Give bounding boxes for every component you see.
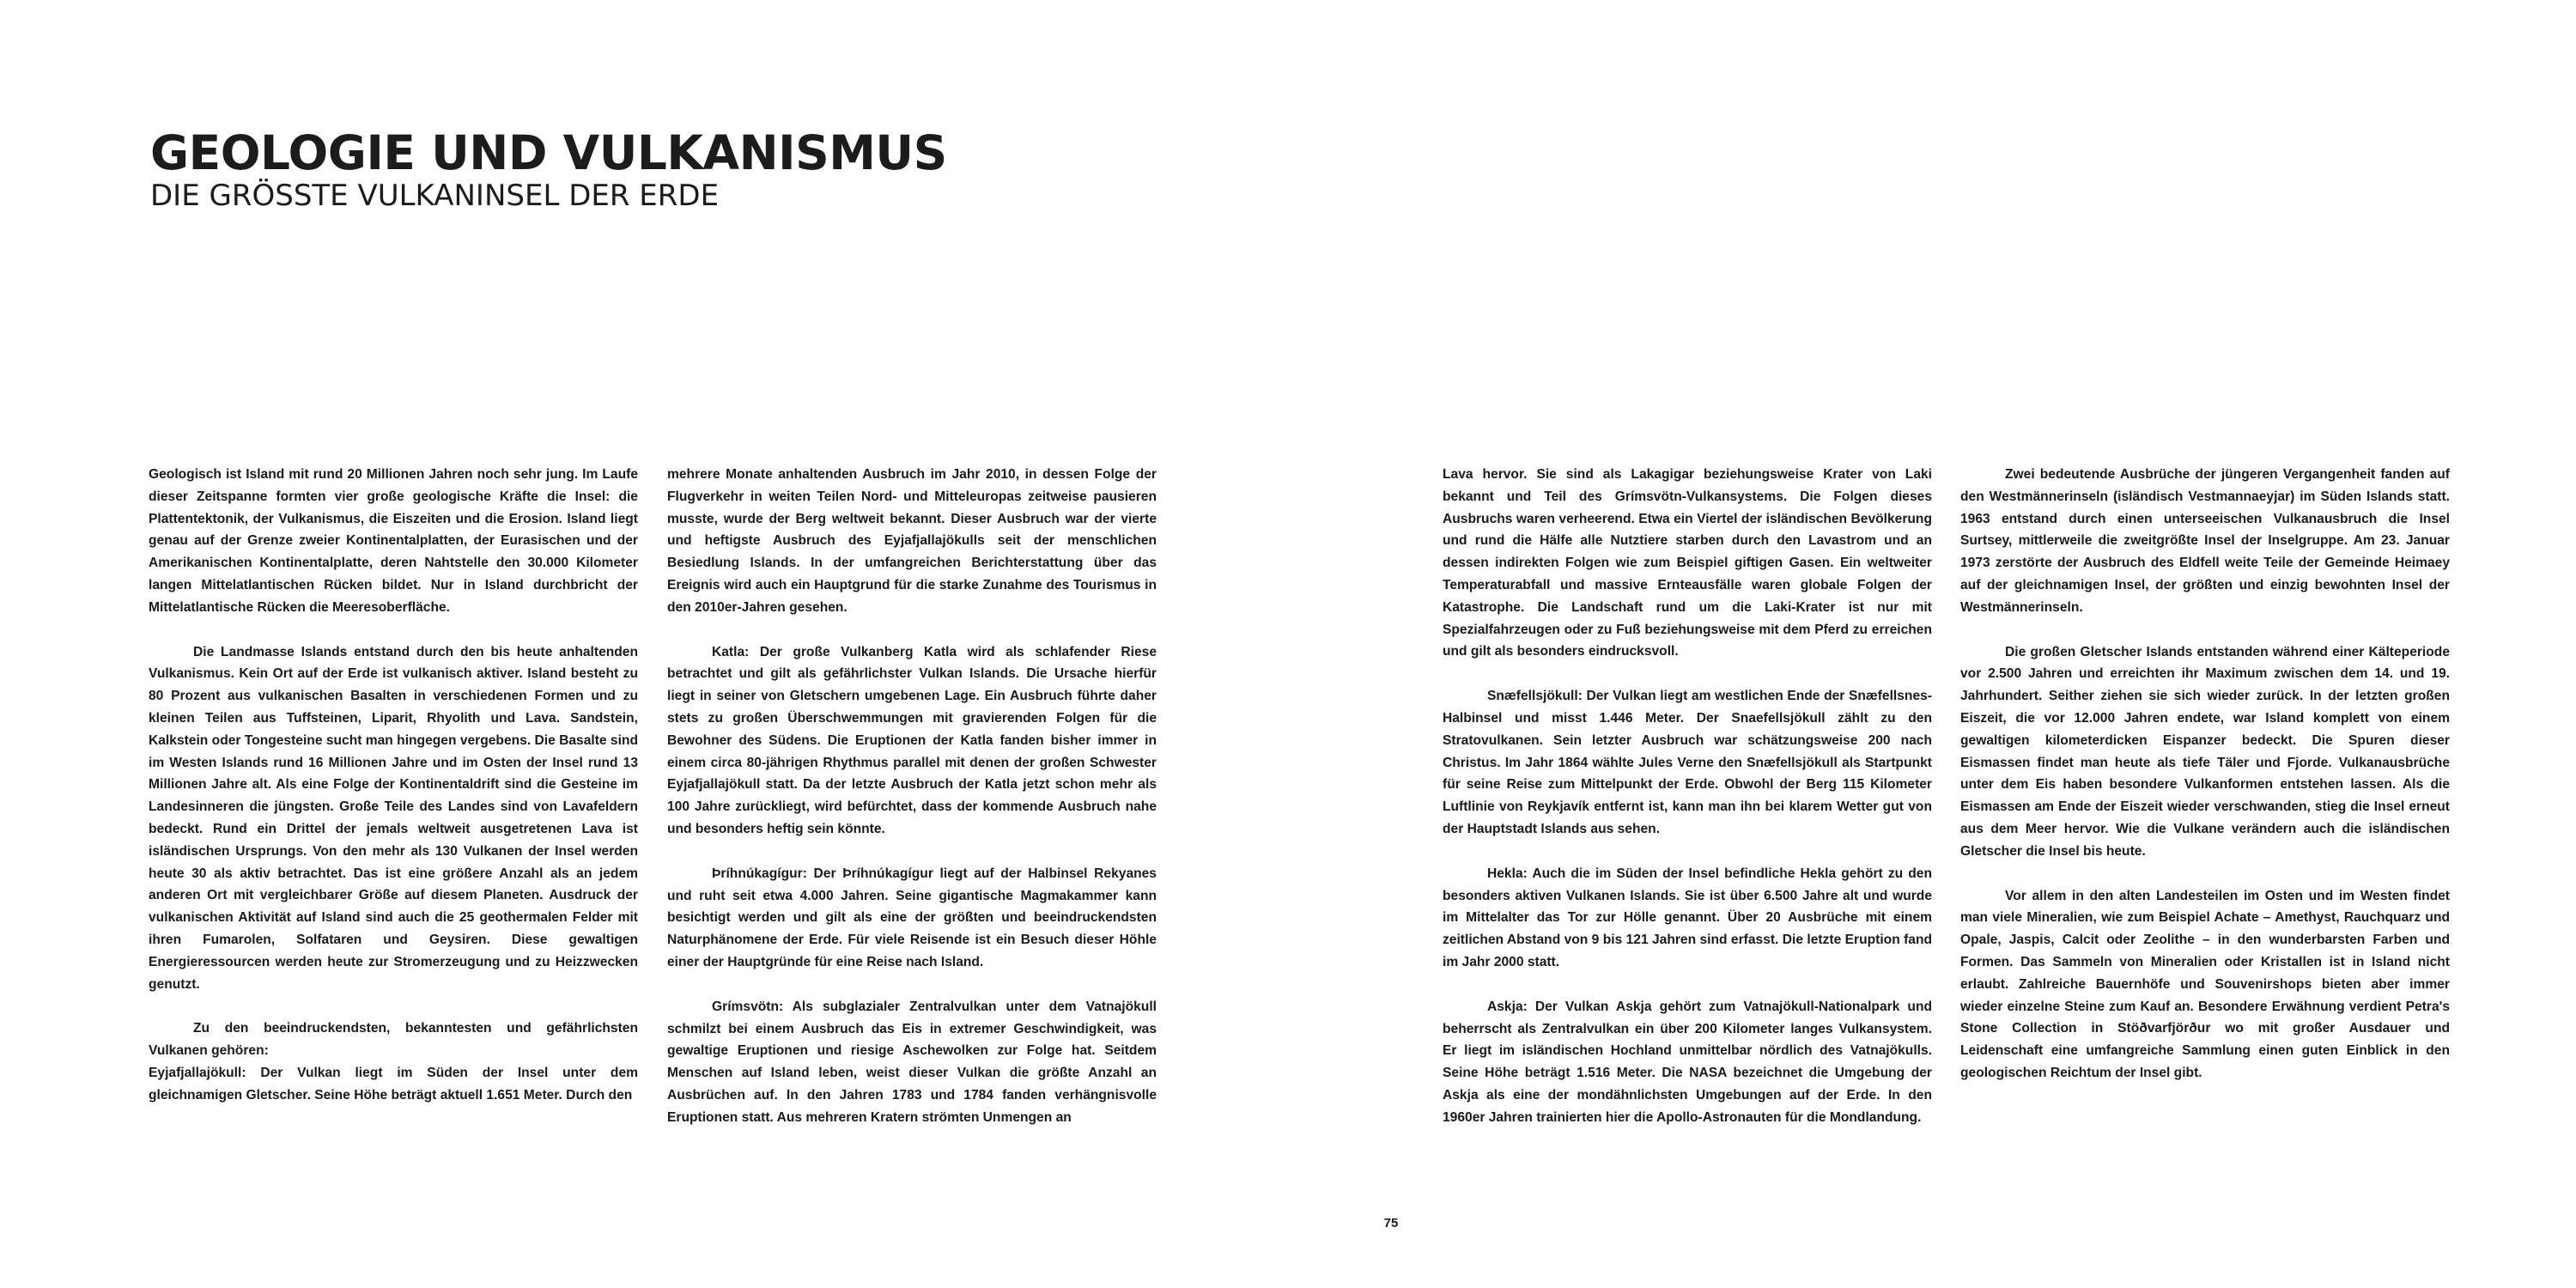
- paragraph-eyjafjallajokull: Eyjafjallajökull: Der Vulkan liegt im Süden der Insel unter dem gleichnamigen Gletscher. Seine Höhe beträgt aktuell 1.651 Meter. Durch den: [149, 1065, 638, 1103]
- paragraph-hekla: Hekla: Auch die im Süden der Insel befindliche Hekla gehört zu den besonders aktiven Vulkanen Islands. Sie ist über 6.500 Jahre alt und wurde im Mittelalter das Tor zur Hölle genannt. Über 20 Ausbrüche mit einem zeitlichen Abstand von 9 bis 121 Jahren sind erfasst. Die letzte Eruption fand im Jahr 2000 statt.: [1443, 866, 1932, 969]
- text-column-4: [1960, 464, 2450, 1107]
- paragraph-minerals: Vor allem in den alten Landesteilen im Osten und im Westen findet man viele Mineralien, wie zum Beispiel Achate – Amethyst, Rauchquarz und Opale, Jaspis, Calcit oder Zeolithe – in den wunderbarsten Farben und Formen. Das Sammeln von Mineralien oder Kristallen ist in Island nicht erlaubt. Zahlreiche Bauernhöfe und Souvenirshops bieten aber immer wieder einzelne Steine zum Kauf an. Besondere Erwähnung verdient Petra's Stone Collection in Stöðvarfjörður wo mit großer Ausdauer und Leidenschaft eine umfangreiche Sammlung einen guten Einblick in den geologischen Reichtum der Insel gibt.: [1960, 888, 2450, 1080]
- paragraph-intro: Geologisch ist Island mit rund 20 Millionen Jahren noch sehr jung. Im Laufe dieser Zeitspanne formten vier große geologische Kräfte die Insel: die Plattentektonik, der Vulkanismus, die Eiszeiten und die Erosion. Island liegt genau auf der Grenze zweier Kontinentalplatten, der Eurasischen und der Amerikanischen Kontinentalplatte, deren Nahtstelle den 30.000 Kilometer langen Mittelatlantischen Rücken bildet. Nur in Island durchbricht der Mittelatlantische Rücken die Meeresoberfläche.: [149, 467, 638, 615]
- paragraph-thrihnukagigur: Þríhnúkagígur: Der Þríhnúkagígur liegt auf der Halbinsel Rekyanes und ruht seit etwa 4.000 Jahren. Seine gigantische Magmakammer kann besichtigt werden und gilt als eine der größten und beeindruckendsten Naturphänomene der Erde. Für viele Reisende ist ein Besuch dieser Höhle einer der Hauptgründe für eine Reise nach Island.: [667, 866, 1157, 969]
- paragraph-eyjafjallajokull-cont: mehrere Monate anhaltenden Ausbruch im Jahr 2010, in dessen Folge der Flugverkehr in weiten Teilen Nord- und Mitteleuropas zeitweise pausieren musste, wurde der Berg weltweit bekannt. Dieser Ausbruch war der vierte und heftigste Ausbruch des Eyjafjallajökulls seit der menschlichen Besiedlung Islands. In der umfangreichen Berichterstattung über das Ereignis wird auch ein Hauptgrund für die starke Zunahme des Tourismus in den 2010er-Jahren gesehen.: [667, 467, 1157, 615]
- paragraph-katla: Katla: Der große Vulkanberg Katla wird als schlafender Riese betrachtet und gilt als gefährlichster Vulkan Islands. Die Ursache hierfür liegt in seiner von Gletschern umgebenen Lage. Ein Ausbruch führte daher stets zu großen Überschwemmungen mit gravierenden Folgen für die Bewohner des Südens. Die Eruptionen der Katla fanden bisher immer in einem circa 80-jährigen Rhythmus parallel mit denen der großen Schwester Eyjafjallajökull statt. Da der letzte Ausbruch der Katla jetzt schon mehr als 100 Jahre zurückliegt, wird befürchtet, dass der kommende Ausbruch nahe und besonders heftig sein könnte.: [667, 644, 1157, 836]
- paragraph-glaciers: Die großen Gletscher Islands entstanden während einer Kälteperiode vor 2.500 Jahren und erreichten ihr Maximum zwischen dem 14. und 19. Jahrhundert. Seither ziehen sie sich wieder zurück. In der letzten großen Eiszeit, die vor 12.000 Jahren endete, war Island komplett von einem gewaltigen kilometerdicken Eispanzer bedeckt. Die Spuren dieser Eismassen findet man heute als tiefe Täler und Fjorde. Vulkanausbrüche unter dem Eis haben besondere Vulkanformen entstehen lassen. Als die Eismassen am Ende der Eiszeit wieder verschwanden, stieg die Insel erneut aus dem Meer hervor. Wie die Vulkane verändern auch die isländischen Gletscher die Insel bis heute.: [1960, 644, 2450, 859]
- chapter-subtitle: DIE GRÖSSTE VULKANINSEL DER ERDE: [150, 178, 720, 213]
- paragraph-westman-islands: Zwei bedeutende Ausbrüche der jüngeren Vergangenheit fanden auf den Westmännerinseln (isländisch Vestmannaeyjar) im Süden Islands statt. 1963 entstand durch einen unterseeischen Vulkanausbruch die Insel Surtsey, mittlerweile die zweitgrößte Insel der Inselgruppe. Am 23. Januar 1973 zerstörte der Ausbruch des Eldfell weite Teile der Gemeinde Heimaey auf der gleichnamigen Insel, der größten und einzig bewohnten Insel der Westmännerinseln.: [1960, 467, 2450, 615]
- paragraph-laki: Lava hervor. Sie sind als Lakagigar beziehungsweise Krater von Laki bekannt und Teil des Grímsvötn-Vulkansystems. Die Folgen dieses Ausbruchs waren verheerend. Etwa ein Viertel der isländischen Bevölkerung und rund die Hälfe alle Nutztiere starben durch den Lavastrom und an dessen indirekten Folgen wie zum Beispiel giftigen Gasen. Ein weltweiter Temperaturabfall und massive Ernteausfälle waren globale Folgen der Katastrophe. Die Landschaft rund um die Laki-Krater ist nur mit Spezialfahrzeugen oder zu Fuß beziehungsweise mit dem Pferd zu erreichen und gilt als besonders eindrucksvoll.: [1443, 467, 1932, 659]
- paragraph-snaefellsjokull: Snæfellsjökull: Der Vulkan liegt am westlichen Ende der Snæfellsnes-Halbinsel und misst 1.446 Meter. Der Snaefellsjökull zählt zu den Stratovulkanen. Sein letzter Ausbruch war schätzungsweise 200 nach Christus. Im Jahr 1864 wählte Jules Verne den Snæfellsjökull als Startpunkt für seine Reise zum Mittelpunkt der Erde. Obwohl der Berg 115 Kilometer Luftlinie von Reykjavík entfernt ist, kann man ihn bei klarem Wetter gut von der Hauptstadt Islands aus sehen.: [1443, 689, 1932, 836]
- paragraph-askja: Askja: Der Vulkan Askja gehört zum Vatnajökull-Nationalpark und beherrscht als Zentralvulkan ein über 200 Kilometer langes Vulkansystem. Er liegt im isländischen Hochland unmittelbar nördlich des Vatnajökulls. Seine Höhe beträgt 1.516 Meter. Die NASA bezeichnet die Umgebung der Askja als eine der mondähnlichsten Umgebungen auf der Erde. In den 1960er Jahren trainierten hier die Apollo-Astronauten für die Mondlandung.: [1443, 999, 1932, 1125]
- page-number: 75: [1383, 1216, 1399, 1230]
- paragraph-volcano-intro: Zu den beeindruckendsten, bekanntesten und gefährlichsten Vulkanen gehören:: [149, 1021, 638, 1059]
- text-column-2: [667, 464, 1157, 1151]
- text-column-3: [1443, 464, 1932, 1151]
- chapter-heading: [150, 125, 1267, 213]
- paragraph-grimsvotn: Grímsvötn: Als subglazialer Zentralvulkan unter dem Vatnajökull schmilzt bei einem Ausbruch das Eis in extremer Geschwindigkeit, was gewaltige Eruptionen und riesige Aschewolken zur Folge hat. Seitdem Menschen auf Island leben, weist dieser Vulkan die größte Anzahl an Ausbrüchen auf. In den Jahren 1783 und 1784 fanden verhängnisvolle Eruptionen statt. Aus mehreren Kratern strömten Unmengen an: [667, 999, 1157, 1125]
- paragraph-landmass: Die Landmasse Islands entstand durch den bis heute anhaltenden Vulkanismus. Kein Ort auf der Erde ist vulkanisch aktiver. Island besteht zu 80 Prozent aus vulkanischen Basalten in verschiedenen Formen und zu kleinen Teilen aus Tuffsteinen, Liparit, Rhyolith und Lava. Sandstein, Kalkstein oder Tongesteine sucht man hingegen vergebens. Die Basalte sind im Westen Islands rund 16 Millionen Jahre und im Osten der Insel rund 13 Millionen Jahre alt. Als eine Folge der Kontinentaldrift sind die Gesteine im Landesinneren die jüngsten. Große Teile des Landes sind von Lavafeldern bedeckt. Rund ein Drittel der jemals weltweit ausgetretenen Lava ist isländischen Ursprungs. Von den mehr als 130 Vulkanen der Insel werden heute 30 als aktiv betrachtet. Das ist eine größere Anzahl als an jedem anderen Ort mit vergleichbarer Größe auf diesem Planeten. Ausdruck der vulkanischen Aktivität auf Island sind auch die 25 geothermalen Felder mit ihren Fumarolen, Solfataren und Geysiren. Diese gewaltigen Energieressourcen werden heute zur Stromerzeugung und zu Heizzwecken genutzt.: [149, 644, 638, 992]
- chapter-title: GEOLOGIE UND VULKANISMUS: [150, 125, 947, 180]
- text-column-1: [149, 464, 638, 1129]
